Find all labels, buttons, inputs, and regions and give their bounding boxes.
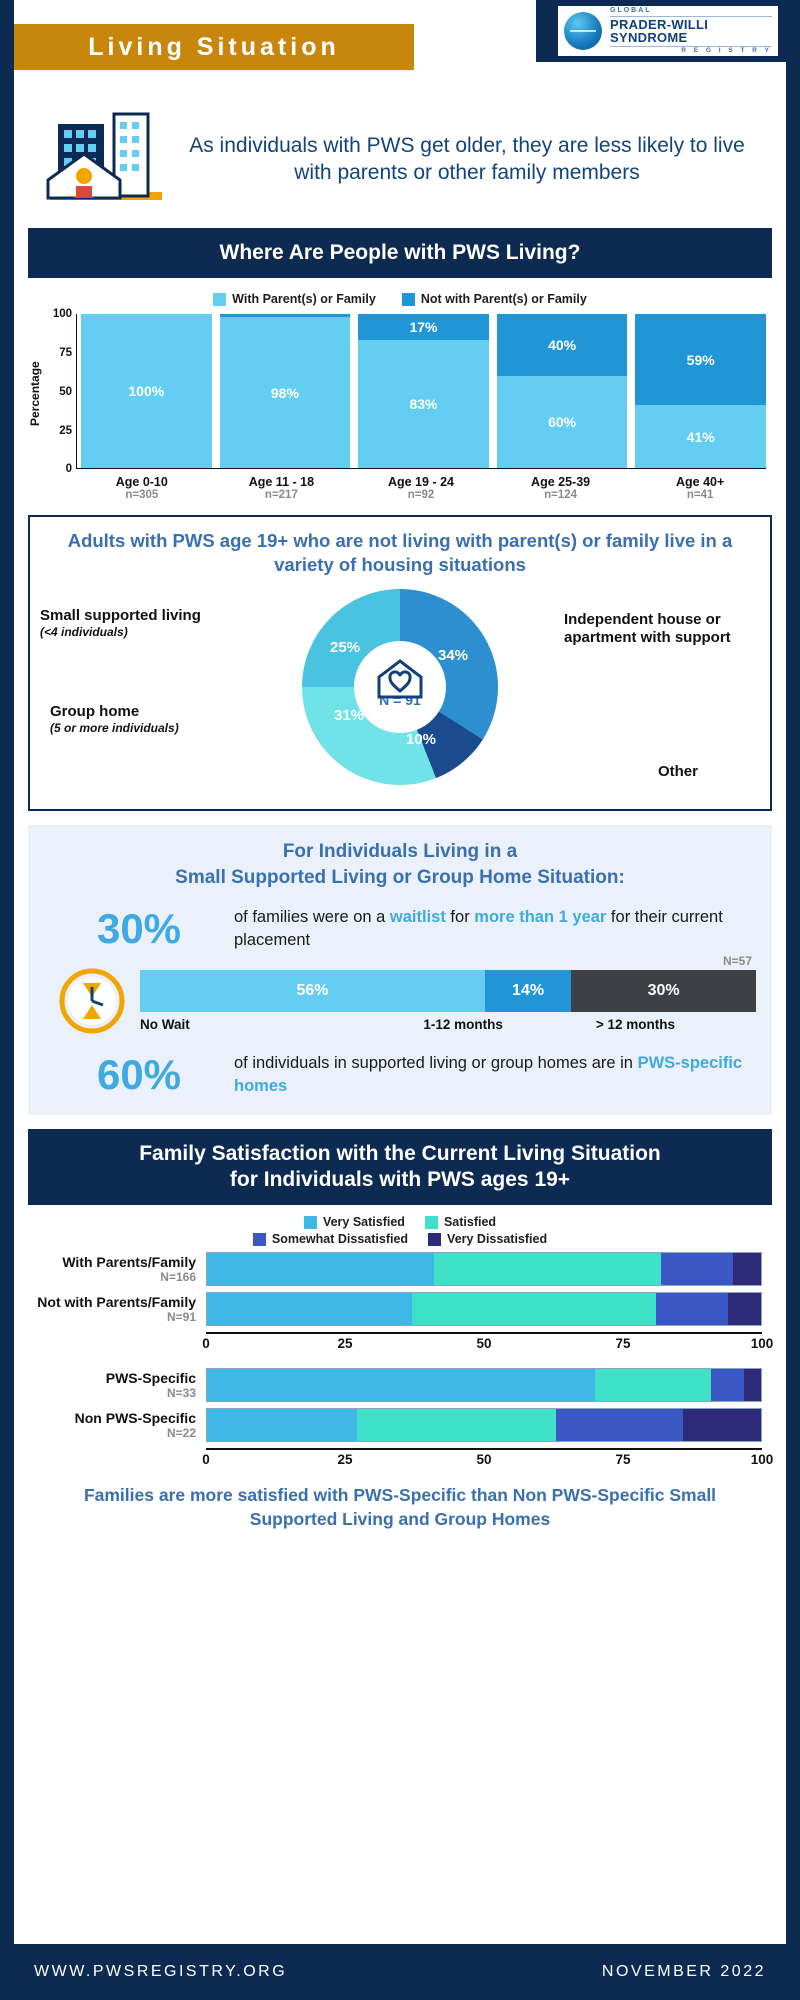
axis-tick: 75 [615,1452,631,1468]
legend-swatch-icon [425,1216,438,1229]
x-label: Age 19 - 24 [387,475,454,490]
legend-label: Satisfied [443,1215,497,1230]
segment-satisfied [434,1253,661,1285]
satisfaction-row [28,1252,762,1286]
y-tick: 75 [59,347,72,359]
waitlist-text-3: for their current placement [234,908,723,949]
waitlist-highlight-2: more than 1 year [474,908,607,927]
pie-center [354,641,446,733]
satisfaction-bar [206,1292,762,1326]
x-sample-size: n=41 [686,489,714,502]
axis-tick: 25 [337,1336,353,1352]
supported-living-panel [28,825,772,1114]
row-sample-size: N=33 [166,1386,196,1401]
y-tick: 100 [52,308,72,321]
wait-segment-1-12-months: 14% [485,970,571,1012]
axis-tick: 75 [615,1336,631,1352]
segment-very-satisfied [207,1253,434,1285]
waitlist-description [234,906,756,951]
axis-line [202,1332,774,1352]
globe-icon [564,12,602,50]
pie-chart [302,589,498,785]
wait-sample-size: N=57 [722,953,752,968]
legend-item-somewhat-dissatisfied [253,1232,408,1246]
bar-segment-family: 83% [358,340,489,468]
segment-very-dissatisfied [728,1293,761,1325]
section1-heading: Where Are People with PWS Living? [28,228,772,278]
waitlist-text-1: of families were on a [234,908,390,927]
segment-satisfied [595,1369,711,1401]
pie-slice-label-small-supported: 25% [330,639,361,657]
legend-label: With Parent(s) or Family [232,292,376,307]
x-label-group [634,475,766,501]
pie-slice-label-other: 10% [406,731,437,749]
intro-text: As individuals with PWS get older, they are less likely to live with parents or other family members [189,134,745,184]
row-sample-size: N=91 [166,1310,196,1325]
satisfaction-row-label [28,1410,206,1440]
y-tick: 0 [65,463,72,476]
logo [558,6,778,56]
pie-slice-label-independent: 34% [438,647,469,665]
chart1 [14,308,786,476]
satisfaction-row-label [28,1370,206,1400]
header [14,0,786,100]
segment-satisfied [357,1409,556,1441]
bar-age-40-plus [635,314,766,468]
legend-label: Very Satisfied [322,1215,405,1230]
axis-tick: 100 [750,1336,774,1352]
bar-age-11-18 [220,314,351,468]
axis-tick: 25 [337,1452,353,1468]
footer-date: NOVEMBER 2022 [601,1963,766,1980]
pws-specific-percent: 60% [96,1050,182,1098]
footer [0,1944,800,2000]
segment-somewhat-dissatisfied [556,1409,683,1441]
pie-annotation-independent [564,611,754,647]
annotation-sub: (<4 individuals) [40,625,128,640]
annotation-title: Other [657,763,698,781]
wait-time-chart [44,953,756,1037]
legend-swatch-icon [402,293,415,306]
x-sample-size: n=124 [544,489,578,502]
y-tick: 25 [59,424,72,437]
row-label: Non PWS-Specific [74,1410,196,1427]
legend-label: Not with Parent(s) or Family [420,292,587,307]
axis-tick: 50 [476,1452,492,1468]
x-label: Age 25-39 [531,475,591,490]
pws-specific-stat [44,1051,756,1099]
satisfaction-axis-2 [28,1448,774,1468]
legend-swatch-icon [428,1233,441,1246]
panel-title-line2: Small Supported Living or Group Home Situation: [175,866,625,888]
panel-title-line1: For Individuals Living in a [282,841,518,863]
pws-specific-highlight: PWS-specific homes [234,1054,743,1095]
wait-segment-over-12-months: 30% [571,970,756,1012]
segment-very-dissatisfied [733,1253,761,1285]
intro-section [14,100,786,214]
bar-age-19-24 [358,314,489,468]
bar-segment-family: 41% [635,405,766,468]
section4-heading-line1: Family Satisfaction with the Current Living Situation [139,1141,661,1165]
axis-tick: 100 [750,1452,774,1468]
y-tick: 50 [59,385,72,398]
satisfaction-legend-row-2 [253,1232,547,1246]
annotation-title: Small supported living [40,607,201,625]
pie-annotation-other [658,763,698,781]
section4-heading-line2: for Individuals with PWS ages 19+ [229,1167,571,1191]
row-label: With Parents/Family [62,1254,196,1271]
bar-segment-not-family: 59% [635,314,766,405]
wait-bar-wrapper [140,953,756,1032]
segment-very-dissatisfied [744,1369,761,1401]
closing-statement: Families are more satisfied with PWS-Specific than Non PWS-Specific Small Supported Living and Group Homes [83,1485,717,1529]
x-label: Age 0-10 [115,475,168,490]
satisfaction-row [28,1292,762,1326]
x-label-group [495,475,627,501]
chart1-x-labels [14,471,786,501]
waitlist-highlight-1: waitlist [389,908,446,927]
logo-line-2: PRADER-WILLI SYNDROME [610,16,709,46]
bar-segment-not-family: 17% [358,314,489,340]
bar-segment-family: 60% [497,376,628,468]
satisfaction-row [28,1408,762,1442]
pws-specific-description [234,1052,756,1097]
row-label: PWS-Specific [105,1370,196,1387]
axis-line [202,1448,774,1468]
x-label-group [355,475,487,501]
segment-satisfied [412,1293,656,1325]
pie-chart-area [40,585,760,795]
segment-very-satisfied [207,1409,357,1441]
x-label-group [216,475,348,501]
row-sample-size: N=22 [166,1426,196,1441]
satisfaction-legend [14,1215,786,1246]
satisfaction-axis-1 [28,1332,774,1352]
annotation-title: Independent house or apartment with support [564,611,731,647]
chart1-bars [76,314,766,469]
satisfaction-bar [206,1408,762,1442]
wait-label-over-12: > 12 months [595,1016,675,1032]
home-heart-icon [371,655,429,703]
legend-item-very-satisfied [304,1215,405,1229]
bar-segment-family: 100% [81,314,212,468]
segment-somewhat-dissatisfied [711,1369,744,1401]
legend-item-satisfied [425,1215,496,1229]
x-sample-size: n=92 [407,489,435,502]
pie-annotation-small-supported [40,607,260,639]
row-sample-size: N=166 [160,1270,196,1285]
satisfaction-chart-group-2 [14,1352,786,1468]
pie-annotation-group-home [50,703,250,735]
clock-hourglass-icon [44,965,140,1037]
section4-heading [28,1129,772,1206]
chart1-y-axis-label: Percentage [28,361,42,427]
waitlist-text-2: for [445,908,475,927]
x-label-group [76,475,208,501]
pie-slice-label-group-home: 31% [334,707,365,725]
wait-bar [140,970,756,1012]
satisfaction-legend-row-1 [304,1215,496,1229]
row-label: Not with Parents/Family [37,1294,196,1311]
pws-specific-text-1: of individuals in supported living or group homes are in [234,1054,638,1073]
waitlist-stat [44,905,756,953]
segment-somewhat-dissatisfied [656,1293,728,1325]
annotation-sub: (5 or more individuals) [50,721,179,736]
bar-segment-family: 98% [220,317,351,468]
legend-label: Somewhat Dissatisfied [271,1232,409,1247]
bar-segment-not-family: 40% [497,314,628,376]
legend-swatch-icon [304,1216,317,1229]
axis-tick: 0 [202,1452,210,1468]
wait-bar-labels [140,1017,756,1032]
legend-label: Very Dissatisfied [447,1232,548,1247]
chart1-y-ticks [42,308,76,476]
bar-age-25-39 [497,314,628,468]
annotation-title: Group home [50,703,140,721]
satisfaction-bar [206,1252,762,1286]
segment-somewhat-dissatisfied [661,1253,733,1285]
housing-situations-panel [28,515,772,811]
wait-label-no-wait: No Wait [140,1016,190,1032]
legend-item-not-with-family [402,292,587,306]
satisfaction-row-label [28,1254,206,1284]
pie-center-label: N = 91 [379,692,421,709]
wait-label-1-12: 1-12 months [423,1016,503,1032]
segment-very-satisfied [207,1293,412,1325]
legend-item-with-family [213,292,376,306]
segment-very-satisfied [207,1369,595,1401]
page-title: Living Situation [88,32,340,61]
satisfaction-bar [206,1368,762,1402]
wait-segment-no-wait: 56% [140,970,485,1012]
x-sample-size: n=217 [264,489,298,502]
pie-panel-title: Adults with PWS age 19+ who are not living with parent(s) or family live in a variety of housing situations [67,530,733,576]
chart1-legend [14,292,786,306]
waitlist-percent: 30% [96,904,182,952]
x-sample-size: n=305 [125,489,159,502]
logo-line-3: R E G I S T R Y [681,46,772,54]
legend-item-very-dissatisfied [428,1232,547,1246]
satisfaction-row [28,1368,762,1402]
x-label: Age 40+ [676,475,725,490]
logo-line-1: GLOBAL [610,7,652,15]
satisfaction-row-label [28,1294,206,1324]
footer-url[interactable]: WWW.PWSREGISTRY.ORG [34,1963,288,1980]
axis-tick: 0 [202,1336,210,1352]
legend-swatch-icon [213,293,226,306]
page-title-band [14,24,414,70]
x-label: Age 11 - 18 [248,475,315,490]
satisfaction-chart-group-1 [14,1246,786,1352]
legend-swatch-icon [253,1233,266,1246]
segment-very-dissatisfied [683,1409,761,1441]
bar-age-0-10 [81,314,212,468]
apartment-building-icon [28,106,178,214]
axis-tick: 50 [476,1336,492,1352]
